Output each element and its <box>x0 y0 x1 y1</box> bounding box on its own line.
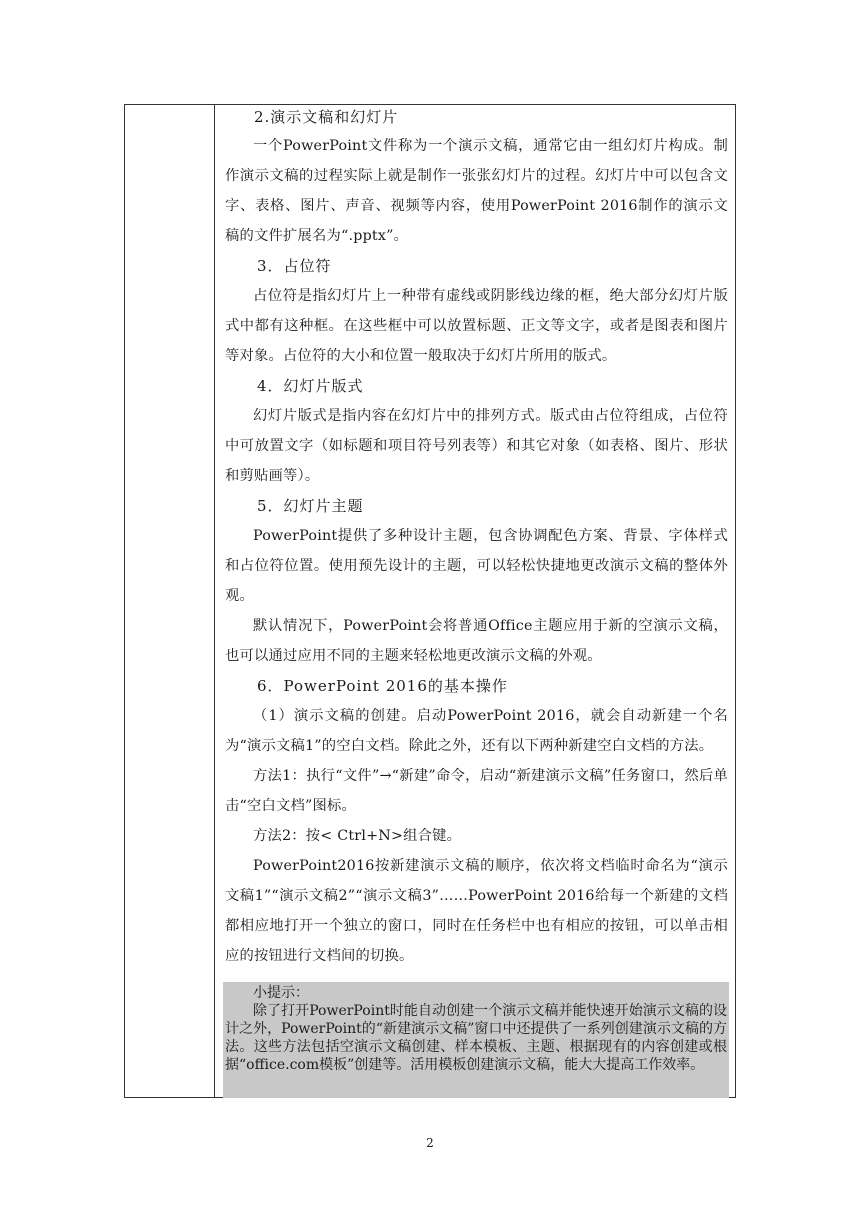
section-2-paragraph: 一个PowerPoint文件称为一个演示文稿，通常它由一组幻灯片构成。制作演示文稿的过程实际上就是制作一张张幻灯片的过程。幻灯片中可以包含文字、表格、图片、声音、视频等内容，使用PowerPoint 2016制作的演示文稿的文件扩展名为“.pptx”。 <box>225 138 728 244</box>
section-6-paragraph-1: （1）演示文稿的创建。启动PowerPoint 2016，就会自动新建一个名为“演示文稿1”的空白文档。除此之外，还有以下两种新建空白文档的方法。 <box>225 708 728 754</box>
tip-text: 除了打开PowerPoint时能自动创建一个演示文稿并能快速开始演示文稿的设计之外，PowerPoint的“新建演示文稿”窗口中还提供了一系列创建演示文稿的方法。这些方法包括空演示文稿创建、样本模板、主题、根据现有的内容创建或根据“office.com模板”创建等。活用模板创建演示文稿，能大大提高工作效率。 <box>225 1003 727 1073</box>
section-2-heading: 2.演示文稿和幻灯片 <box>254 108 399 126</box>
section-6-paragraph-2: 方法1：执行“文件”→“新建”命令，启动“新建演示文稿”任务窗口，然后单击“空白文档”图标。 <box>225 768 728 814</box>
section-6-paragraph-3: 方法2：按< Ctrl+N>组合键。 <box>253 828 462 844</box>
section-6-paragraph-4: PowerPoint2016按新建演示文稿的顺序，依次将文档临时命名为“演示文稿1”“演示文稿2”“演示文稿3”……PowerPoint 2016给每一个新建的文档都相应地打开一个独立的窗口，同时在任务栏中也有相应的按钮，可以单击相应的按钮进行文档间的切换。 <box>225 858 728 964</box>
tip-box <box>223 982 729 1098</box>
section-5-heading: 5．幻灯片主题 <box>257 497 364 515</box>
section-6-heading: 6．PowerPoint 2016的基本操作 <box>257 677 508 695</box>
tip-title: 小提示： <box>253 985 309 1001</box>
section-3-heading: 3．占位符 <box>257 257 332 275</box>
section-5-paragraph-2: 默认情况下，PowerPoint会将普通Office主题应用于新的空演示文稿，也可以通过应用不同的主题来轻松地更改演示文稿的外观。 <box>225 618 728 664</box>
table-column-divider <box>214 104 215 1098</box>
content-cell <box>225 106 728 971</box>
section-4-paragraph: 幻灯片版式是指内容在幻灯片中的排列方式。版式由占位符组成，占位符中可放置文字（如标题和项目符号列表等）和其它对象（如表格、图片、形状和剪贴画等）。 <box>225 408 728 484</box>
section-4-heading: 4．幻灯片版式 <box>257 377 364 395</box>
section-5-paragraph-1: PowerPoint提供了多种设计主题，包含协调配色方案、背景、字体样式和占位符位置。使用预先设计的主题，可以轻松快捷地更改演示文稿的整体外观。 <box>225 528 728 604</box>
page-number: 2 <box>426 1136 434 1150</box>
section-3-paragraph: 占位符是指幻灯片上一种带有虚线或阴影线边缘的框，绝大部分幻灯片版式中都有这种框。在这些框中可以放置标题、正文等文字，或者是图表和图片等对象。占位符的大小和位置一般取决于幻灯片所用的版式。 <box>225 288 728 364</box>
